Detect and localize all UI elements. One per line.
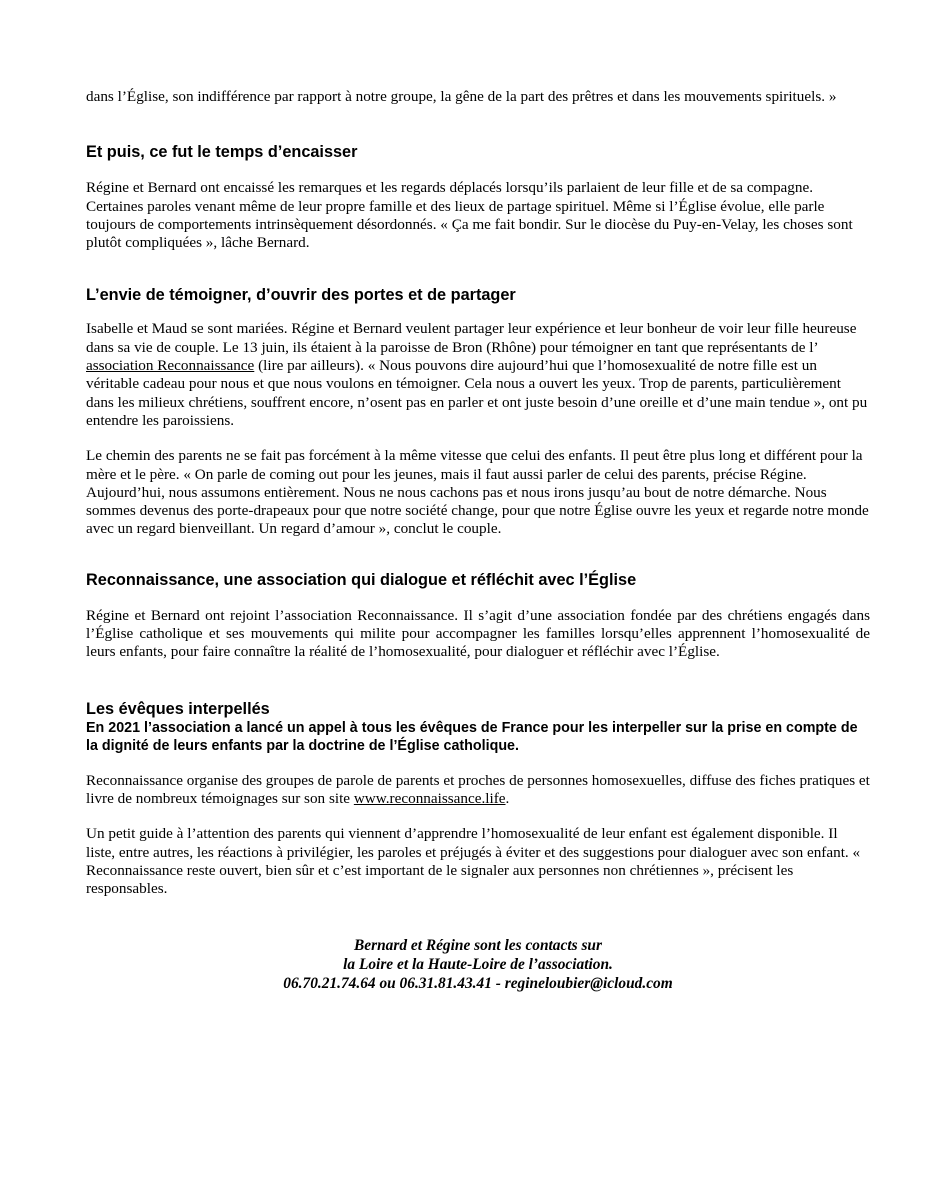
section4-paragraph-1 [86,772,870,809]
section2-p1-text-before: Isabelle et Maud se sont mariées. Régine et Bernard veulent partager leur expérience et leur bonheur de voir leur fille heureuse dans sa vie de couple. Le 13 juin, ils étaient à la paroisse de Bron (Rhône) pour témoigner en tant que représentants de l’ [86,320,857,356]
contact-line-1: Bernard et Régine sont les contacts sur [354,937,602,955]
contact-line-2: la Loire et la Haute-Loire de l’association. [343,956,613,974]
section2-paragraph-2: Le chemin des parents ne se fait pas forcément à la même vitesse que celui des enfants. Il peut être plus long et différent pour la mère et le père. « On parle de coming out pour les jeunes, mais il faut aussi parler de celui des parents, précise Régine. Aujourd’hui, nous assumons entièrement. Nous ne nous cachons pas et nous irons jusqu’au bout de notre démarche. Nous sommes devenus des porte-drapeaux pour que notre société change, pour que notre Église ouvre les yeux et regarde notre monde avec un regard bienveillant. Un regard d’amour », conclut le couple. [86,447,869,538]
section2-paragraph-1 [86,320,870,430]
article-page [86,88,870,993]
intro-paragraph-tail: dans l’Église, son indifférence par rapport à notre groupe, la gêne de la part des prêtres et dans les mouvements spirituels. » [86,88,837,105]
section4-subheading: En 2021 l’association a lancé un appel à tous les évêques de France pour les interpeller sur la prise en compte de la dignité de leurs enfants par la doctrine de l’Église catholique. [86,719,858,754]
section-heading-eveques: Les évêques interpellés [86,699,270,718]
reconnaissance-website-link[interactable]: www.reconnaissance.life [353,789,506,807]
section-heading-reconnaissance: Reconnaissance, une association qui dialogue et réfléchit avec l’Église [86,570,637,589]
association-reconnaissance-link[interactable]: association Reconnaissance [86,357,255,375]
contact-block [86,936,870,993]
section1-paragraph: Régine et Bernard ont encaissé les remarques et les regards déplacés lorsqu’ils parlaient de leur fille et de sa compagne. Certaines paroles venant même de leur propre famille et des lieux de partage spirituel. Même si l’Église évolue, elle parle toujours de comportements intrinsèquement désordonnés. « Ça me fait bondir. Sur le diocèse du Puy-en-Velay, les choses sont plutôt compliquées », lâche Bernard. [86,179,853,252]
section4-paragraph-2: Un petit guide à l’attention des parents qui viennent d’apprendre l’homosexualité de leur enfant est également disponible. Il liste, entre autres, les réactions à privilégier, les paroles et préjugés à éviter et des suggestions pour dialoguer avec son enfant. « Reconnaissance reste ouvert, bien sûr et c’est important de le signaler aux personnes non chrétiennes », précisent les responsables. [86,825,861,898]
section-heading-temoigner: L’envie de témoigner, d’ouvrir des portes et de partager [86,286,516,305]
section4-p1-text-before: Reconnaissance organise des groupes de parole de parents et proches de personnes homosexuelles, diffuse des fiches pratiques et livre de nombreux témoignages sur son site [86,771,870,807]
section3-paragraph: Régine et Bernard ont rejoint l’association Reconnaissance. Il s’agit d’une association fondée par des chrétiens engagés dans l’Église catholique et ses mouvements qui milite pour accompagner les familles lorsqu’elles apprennent l’homosexualité de leurs enfants, pour faire connaître la réalité de l’homosexualité, pour dialoguer et réfléchir avec l’Église. [86,606,870,661]
section4-p1-text-after: . [505,789,510,807]
section-heading-encaisser: Et puis, ce fut le temps d’encaisser [86,143,358,162]
section2-p1-text-after: (lire par ailleurs). « Nous pouvons dire aujourd’hui que l’homosexualité de notre fille est un véritable cadeau pour nous et que nous voulons en témoigner. Cela nous a ouvert les yeux. Trop de parents, particulièrement dans les milieux chrétiens, souffrent encore, n’osent pas en parler et ont juste besoin d’une oreille et d’une main tendue », ont pu entendre les paroissiens. [86,357,868,429]
contact-line-3: 06.70.21.74.64 ou 06.31.81.43.41 - regineloubier@icloud.com [283,975,673,993]
